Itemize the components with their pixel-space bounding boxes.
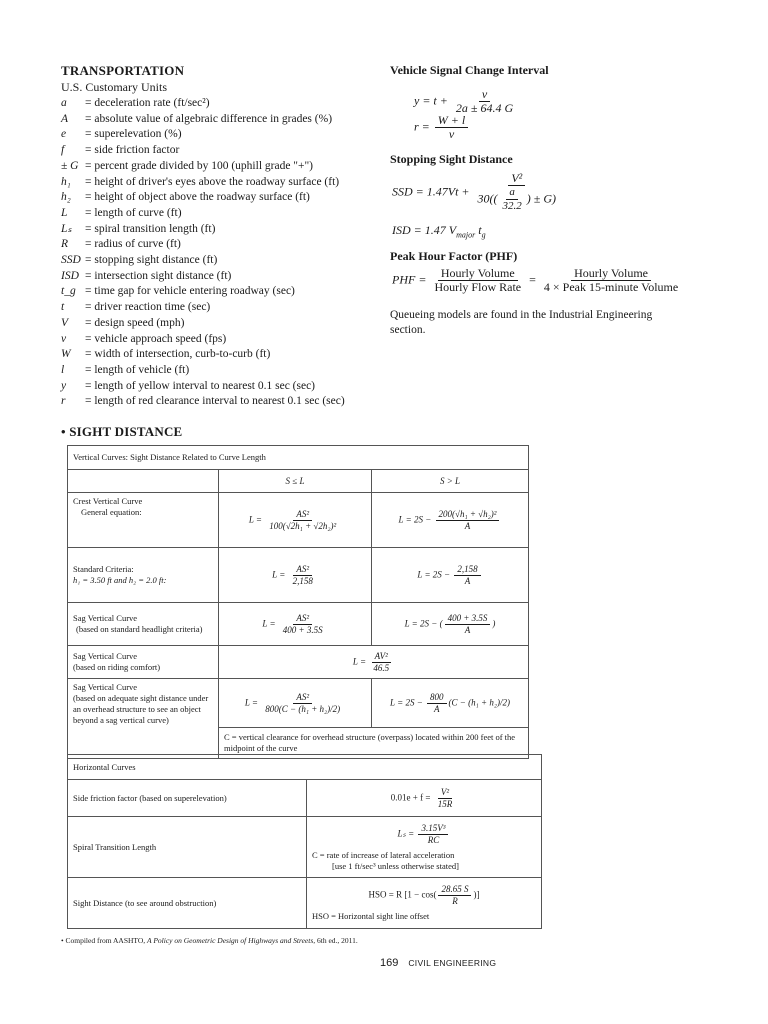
ssd-den-b: 32.2: [502, 200, 522, 212]
formula-yellow-interval: [414, 88, 518, 115]
table-row: [68, 646, 529, 679]
definition-symbol: Lₛ: [61, 222, 72, 235]
table-row: [68, 817, 542, 878]
formula-lhs: L = 2S − (: [404, 618, 443, 629]
formula-cell: [372, 548, 529, 603]
table-row: [68, 493, 529, 548]
formula-cell: [307, 817, 542, 878]
definition-text: = width of intersection, curb-to-curb (ft): [85, 348, 271, 361]
definition-text: = deceleration rate (ft/sec²): [85, 97, 210, 109]
definition-text: = design speed (mph): [85, 316, 185, 329]
definition-text: = time gap for vehicle entering roadway (sec): [85, 285, 295, 298]
table-row: [68, 548, 529, 603]
formula-tail: (C − (h₁ + h₂)/2): [448, 697, 510, 708]
definition-text: = vehicle approach speed (fps): [85, 332, 227, 345]
row-label-sub: h₁ = 3.50 ft and h₂ = 2.0 ft:: [73, 575, 167, 585]
table-row: [68, 679, 529, 728]
formula-isd: [392, 223, 486, 239]
definition-symbol: SSD: [61, 254, 81, 267]
fraction-numerator: AS²: [293, 613, 312, 625]
formula-close: )]: [473, 889, 480, 900]
page-label: CIVIL ENGINEERING: [408, 958, 497, 968]
definition-symbol: f: [61, 144, 65, 157]
page-footer: [380, 953, 496, 971]
definition-symbol: r: [61, 395, 66, 408]
vertical-curves-table: [67, 445, 529, 759]
definition-symbol: t: [61, 301, 65, 314]
row-label-title: Standard Criteria:: [73, 564, 134, 574]
fraction-denominator: RC: [427, 834, 440, 845]
definition-symbol: L: [61, 206, 68, 219]
formula-cell: [372, 603, 529, 646]
formula-cell: [307, 780, 542, 817]
formula-lhs: 0.01e + f =: [390, 792, 431, 803]
equals-sign: =: [529, 272, 536, 287]
definition-row: [61, 347, 345, 363]
fraction-numerator: 3.15V³: [418, 823, 448, 835]
definition-row: [61, 379, 345, 395]
formula-lhs: Lₛ =: [397, 828, 415, 839]
row-label: [68, 548, 219, 603]
formula-lhs: SSD = 1.47Vt +: [392, 184, 470, 199]
hso-note: HSO = Horizontal sight line offset: [312, 911, 430, 921]
definition-symbol: v: [61, 332, 67, 345]
column-header-s-le-l: S ≤ L: [219, 470, 372, 493]
row-label: [68, 603, 219, 646]
definition-symbol: R: [61, 238, 69, 251]
definition-row: [61, 159, 345, 175]
fraction-denominator: [475, 186, 560, 213]
formula-lhs: L = 2S −: [417, 569, 451, 580]
definition-text: = side friction factor: [85, 144, 180, 157]
row-label-sub: (based on standard headlight criteria): [76, 624, 203, 634]
fraction-numerator: 28.65 S: [438, 884, 471, 896]
units-label: U.S. Customary Units: [61, 80, 168, 94]
row-label-title: Crest Vertical Curve: [73, 496, 143, 506]
definition-symbol: e: [61, 128, 67, 141]
formula-mid: [1 − cos(: [404, 889, 437, 900]
definition-row: [61, 394, 345, 410]
fraction-numerator: V²: [508, 172, 525, 186]
fraction-numerator: v: [479, 88, 490, 102]
fraction-denominator: 2,158: [292, 575, 313, 586]
table-row: [68, 878, 542, 929]
formula-cell: [219, 493, 372, 548]
formula-cell: [372, 493, 529, 548]
spiral-formula: [312, 823, 536, 846]
definition-row: [61, 253, 345, 269]
definition-row: [61, 284, 345, 300]
definition-text: = length of curve (ft): [85, 206, 182, 219]
definition-row: [61, 206, 345, 222]
row-label: Spiral Transition Length: [68, 817, 307, 878]
definition-symbol: V: [61, 316, 69, 329]
section-title-transportation: TRANSPORTATION: [61, 63, 185, 78]
fraction-denominator: 400 + 3.5S: [282, 624, 323, 635]
definition-symbol: h₁: [61, 175, 71, 188]
fraction-numerator: AS²: [293, 564, 312, 576]
fraction-numerator: Hourly Volume: [571, 267, 651, 281]
definition-row: [61, 190, 345, 206]
row-label-sub: (based on adequate sight distance under an overhead structure to see an object beyond a sag vertical curve): [73, 693, 209, 725]
spiral-note-a: C = rate of increase of lateral acceleration: [312, 849, 455, 860]
heading-peak-hour-factor: Peak Hour Factor (PHF): [390, 249, 518, 263]
formula-lhs: L = 2S −: [390, 697, 423, 708]
table-row: [68, 780, 542, 817]
isd-sub-major: major: [456, 230, 476, 240]
footnote-post: , 6th ed., 2011.: [313, 936, 358, 945]
formula-cell: [307, 878, 542, 929]
definition-text: = radius of curve (ft): [85, 238, 181, 251]
definition-row: [61, 175, 345, 191]
isd-t: t: [478, 223, 482, 237]
definition-symbol: l: [61, 363, 65, 376]
fraction-denominator: 4 × Peak 15-minute Volume: [543, 280, 679, 294]
definition-text: = superelevation (%): [85, 128, 182, 141]
definition-symbol: y: [61, 379, 67, 392]
formula-red-interval: [414, 114, 470, 141]
row-label: [68, 679, 219, 759]
table-cell: [68, 470, 219, 493]
formula-lhs: L =: [262, 618, 276, 629]
page-number: 169: [380, 957, 399, 969]
row-label-title: Sag Vertical Curve: [73, 682, 138, 692]
fraction-denominator: 15R: [437, 798, 453, 809]
table-caption: Horizontal Curves: [68, 755, 542, 780]
formula-lhs: PHF =: [392, 272, 427, 287]
horizontal-curves-table: [67, 754, 542, 929]
formula-cell: [219, 646, 529, 679]
table-row: [68, 755, 542, 780]
table-caption: Vertical Curves: Sight Distance Related to Curve Length: [68, 446, 529, 470]
formula-cell: [219, 603, 372, 646]
ssd-den-a: a: [506, 186, 518, 200]
formula-lhs: y = t +: [414, 93, 448, 108]
ssd-den-close: ) ± G): [526, 191, 557, 206]
formula-lhs: HSO = R: [368, 889, 403, 900]
definition-row: [61, 316, 345, 332]
fraction-denominator: A: [434, 703, 440, 714]
definitions-list: [61, 96, 345, 410]
row-label-title: Sag Vertical Curve: [73, 613, 138, 623]
definition-row: [61, 127, 345, 143]
footnote-pre: • Compiled from AASHTO,: [61, 936, 148, 945]
fraction-denominator: R: [452, 896, 458, 906]
isd-t-sub: g: [481, 230, 486, 240]
section-title-sight-distance: • SIGHT DISTANCE: [61, 424, 183, 439]
fraction-numerator: AS²: [293, 692, 312, 704]
table-row: [68, 446, 529, 470]
formula-lhs: L =: [272, 569, 286, 580]
definition-row: [61, 143, 345, 159]
definition-symbol: t_g: [61, 285, 76, 298]
clearance-note: C = vertical clearance for overhead structure (overpass) located within 200 feet of the midpoint of the curve: [219, 728, 529, 759]
definition-row: [61, 363, 345, 379]
definition-text: = height of driver's eyes above the roadway surface (ft): [85, 175, 340, 188]
definition-text: = driver reaction time (sec): [85, 301, 211, 314]
formula-phf: [392, 267, 683, 294]
fraction-numerator: 400 + 3.5S: [445, 613, 491, 625]
formula-lhs: r =: [414, 119, 430, 134]
ssd-den-open: 30((: [477, 191, 498, 206]
fraction-numerator: W + l: [435, 114, 468, 128]
column-header-s-gt-l: S > L: [372, 470, 529, 493]
row-label: Side friction factor (based on superelevation): [68, 780, 307, 817]
row-label-sub: General equation:: [81, 507, 142, 517]
definition-text: = percent grade divided by 100 (uphill grade "+"): [85, 159, 314, 172]
fraction-numerator: 800: [427, 692, 447, 704]
definition-symbol: A: [61, 112, 69, 125]
hso-formula: [312, 884, 536, 907]
fraction-numerator: AV²: [372, 651, 391, 663]
definition-text: = stopping sight distance (ft): [85, 254, 218, 267]
formula-ssd: [392, 172, 561, 213]
fraction-numerator: 2,158: [454, 564, 480, 576]
heading-vehicle-signal-change-interval: Vehicle Signal Change Interval: [390, 63, 549, 77]
fraction-denominator: 800(C − (h₁ + h₂)/2): [265, 703, 341, 714]
formula-lhs: L =: [244, 697, 258, 708]
formula-cell: [219, 679, 372, 728]
fraction-denominator: 100(√2h₁ + √2h₂)²: [269, 520, 337, 531]
definition-symbol: ± G: [61, 159, 79, 172]
formula-lhs: L =: [352, 656, 367, 667]
row-label: Sight Distance (to see around obstruction): [68, 878, 307, 929]
definition-symbol: h₂: [61, 191, 71, 204]
formula-close: ): [492, 618, 496, 629]
definition-row: [61, 269, 345, 285]
definition-row: [61, 300, 345, 316]
fraction-numerator: Hourly Volume: [438, 267, 518, 281]
definition-row: [61, 332, 345, 348]
row-label: [68, 646, 219, 679]
definition-symbol: W: [61, 348, 71, 361]
fraction-numerator: 200(√h₁ + √h₂)²: [436, 509, 500, 521]
formula-lhs: L =: [248, 514, 262, 525]
isd-main: ISD = 1.47 V: [392, 223, 457, 237]
definition-text: = spiral transition length (ft): [85, 222, 216, 235]
table-row: [68, 470, 529, 493]
table-row: [68, 603, 529, 646]
definition-row: [61, 112, 345, 128]
footnote: [61, 936, 358, 945]
definition-text: = absolute value of algebraic difference in grades (%): [85, 112, 333, 125]
definition-row: [61, 96, 345, 112]
fraction-denominator: Hourly Flow Rate: [434, 280, 522, 294]
heading-stopping-sight-distance: Stopping Sight Distance: [390, 152, 513, 166]
definition-symbol: ISD: [61, 269, 79, 282]
queueing-note: Queueing models are found in the Industrial Engineering section.: [390, 309, 653, 336]
fraction-denominator: v: [448, 127, 455, 141]
fraction-denominator: A: [464, 520, 471, 531]
footnote-title: A Policy on Geometric Design of Highways and Streets: [147, 936, 314, 945]
definition-text: = length of red clearance interval to nearest 0.1 sec (sec): [85, 395, 345, 408]
definition-text: = length of yellow interval to nearest 0.1 sec (sec): [85, 379, 316, 392]
formula-lhs: L = 2S −: [398, 514, 432, 525]
fraction-denominator: A: [464, 575, 471, 586]
spiral-note-b: [use 1 ft/sec³ unless otherwise stated]: [332, 860, 459, 871]
row-label: [68, 493, 219, 548]
fraction-denominator: 46.5: [373, 662, 390, 673]
fraction-numerator: V²: [438, 787, 452, 799]
row-label-title: Sag Vertical Curve: [73, 651, 138, 661]
definition-text: = intersection sight distance (ft): [85, 269, 232, 282]
fraction-denominator: 2a ± 64.4 G: [455, 101, 514, 115]
definition-text: = length of vehicle (ft): [85, 363, 190, 376]
definition-symbol: a: [61, 97, 67, 109]
row-label-sub: (based on riding comfort): [73, 662, 161, 672]
fraction-denominator: A: [464, 624, 471, 635]
fraction-numerator: AS²: [293, 509, 312, 521]
definition-text: = height of object above the roadway surface (ft): [85, 191, 310, 204]
definition-row: [61, 222, 345, 238]
definition-row: [61, 237, 345, 253]
formula-cell: [372, 679, 529, 728]
formula-cell: [219, 548, 372, 603]
